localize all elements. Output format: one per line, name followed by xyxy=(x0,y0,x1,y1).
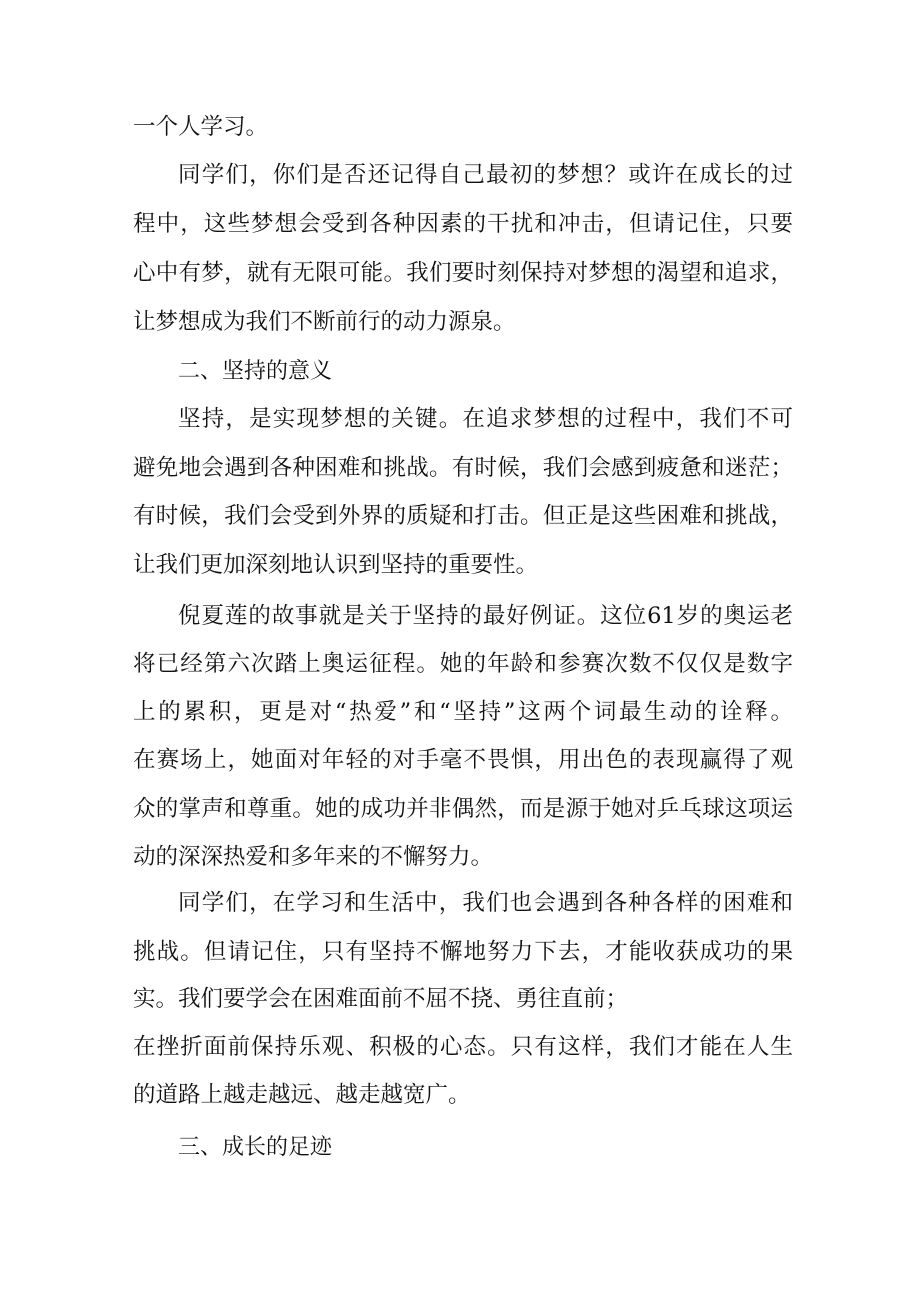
paragraph-line: 挑战。但请记住，只有坚持不懈地努力下去，才能收获成功的果 xyxy=(133,939,793,965)
paragraph-line: 让梦想成为我们不断前行的动力源泉。 xyxy=(133,309,516,335)
paragraph-line: 上的累积，更是对“热爱”和“坚持”这两个词最生动的诠释。 xyxy=(133,699,793,725)
paragraph-line: 在赛场上，她面对年轻的对手毫不畏惧，用出色的表现赢得了观 xyxy=(133,747,793,773)
paragraph-line: 避免地会遇到各种困难和挑战。有时候，我们会感到疲惫和迷茫； xyxy=(133,455,793,481)
paragraph-line: 实。我们要学会在困难面前不屈不挠、勇往直前； xyxy=(133,986,629,1012)
paragraph-line: 的道路上越走越远、越走越宽广。 xyxy=(133,1082,471,1108)
paragraph-line: 在挫折面前保持乐观、积极的心态。只有这样，我们才能在人生 xyxy=(133,1034,793,1060)
paragraph-line: 程中，这些梦想会受到各种因素的干扰和冲击，但请记住，只要 xyxy=(133,211,793,237)
paragraph-line: 倪夏莲的故事就是关于坚持的最好例证。这位61岁的奥运老 xyxy=(178,603,793,629)
paragraph-line: 同学们，在学习和生活中，我们也会遇到各种各样的困难和 xyxy=(178,890,793,916)
paragraph-line: 坚持，是实现梦想的关键。在追求梦想的过程中，我们不可 xyxy=(178,406,793,432)
paragraph-line: 同学们，你们是否还记得自己最初的梦想？或许在成长的过 xyxy=(178,162,793,188)
section-heading: 三、成长的足迹 xyxy=(178,1135,333,1160)
paragraph-line: 众的掌声和尊重。她的成功并非偶然，而是源于她对乒乓球这项运 xyxy=(133,796,793,822)
paragraph-line: 一个人学习。 xyxy=(133,114,269,140)
paragraph-line: 让我们更加深刻地认识到坚持的重要性。 xyxy=(133,552,539,578)
paragraph-line: 有时候，我们会受到外界的质疑和打击。但正是这些困难和挑战， xyxy=(133,503,793,529)
section-heading: 二、坚持的意义 xyxy=(178,359,333,384)
paragraph-line: 心中有梦，就有无限可能。我们要时刻保持对梦想的渴望和追求， xyxy=(133,260,793,286)
paragraph-line: 动的深深热爱和多年来的不懈努力。 xyxy=(133,844,494,870)
paragraph-line: 将已经第六次踏上奥运征程。她的年龄和参赛次数不仅仅是数字 xyxy=(133,651,793,677)
